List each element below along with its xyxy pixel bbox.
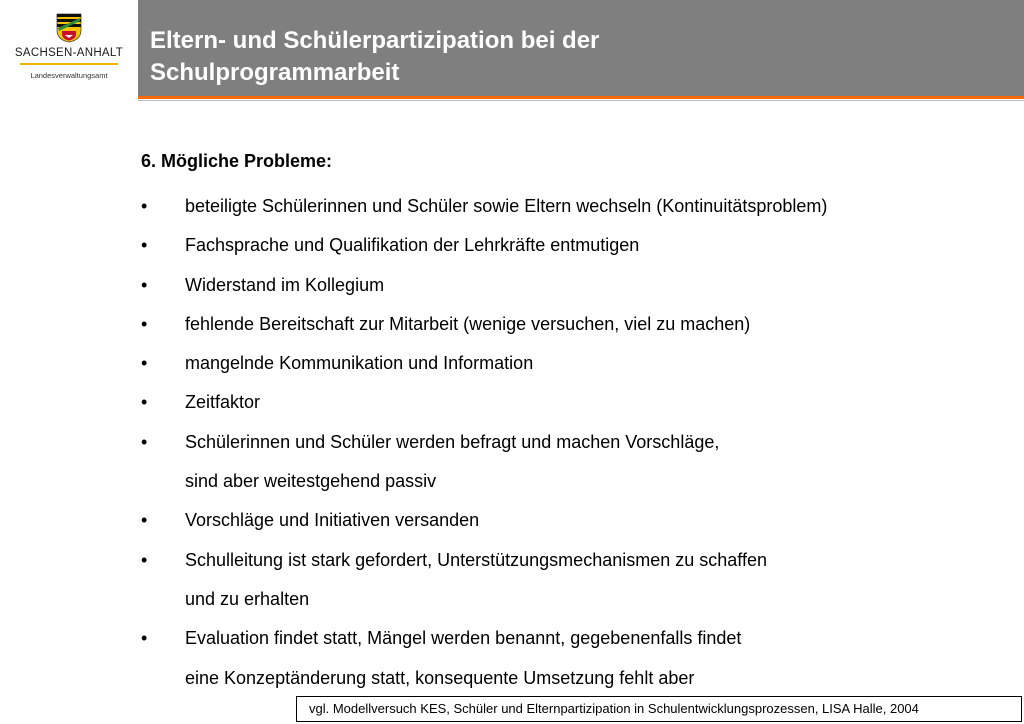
bullet-marker: • — [141, 628, 148, 649]
bullet-item — [141, 619, 1001, 698]
bullet-text-continuation: sind aber weitestgehend passiv — [185, 471, 437, 492]
bullet-item — [141, 501, 1001, 540]
page-title: Eltern- und Schülerpartizipation bei der Schulprogrammarbeit — [150, 27, 600, 86]
bullet-text: Schülerinnen und Schüler werden befragt und machen Vorschläge, — [185, 431, 720, 452]
title-bar — [138, 0, 1024, 96]
bullet-text-continuation: und zu erhalten — [185, 588, 310, 609]
bullet-item — [141, 383, 1001, 422]
bullet-text: mangelnde Kommunikation und Information — [185, 353, 534, 374]
bullet-marker: • — [141, 431, 148, 452]
logo-divider — [20, 63, 118, 65]
bullet-text: Schulleitung ist stark gefordert, Unterstützungsmechanismen zu schaffen — [185, 549, 767, 570]
bullet-item — [141, 226, 1001, 265]
bullet-text: Zeitfaktor — [185, 392, 261, 413]
bullet-marker: • — [141, 510, 148, 531]
bullet-text: fehlende Bereitschaft zur Mitarbeit (wenige versuchen, viel zu machen) — [185, 313, 751, 334]
bullet-text: Vorschläge und Initiativen versanden — [185, 510, 480, 531]
bullet-item — [141, 266, 1001, 305]
bullet-marker: • — [141, 549, 148, 570]
bullet-text: Evaluation findet statt, Mängel werden benannt, gegebenenfalls findet — [185, 628, 742, 649]
bullet-item — [141, 423, 1001, 502]
bullet-text: beteiligte Schülerinnen und Schüler sowie Eltern wechseln (Kontinuitätsproblem) — [185, 196, 828, 216]
grey-divider — [138, 100, 1024, 101]
logo-name: SACHSEN-ANHALT — [14, 47, 124, 59]
accent-divider — [138, 96, 1024, 99]
bullet-item — [141, 541, 1001, 620]
citation: vgl. Modellversuch KES, Schüler und Elternpartizipation in Schulentwicklungsprozessen, LISA Halle, 2004 — [296, 696, 1022, 722]
bullet-item — [141, 305, 1001, 344]
bullet-marker: • — [141, 353, 148, 374]
bullet-marker: • — [141, 392, 148, 413]
bullet-text: Widerstand im Kollegium — [185, 274, 385, 295]
bullet-marker: • — [141, 313, 148, 334]
bullet-text-continuation: eine Konzeptänderung statt, konsequente Umsetzung fehlt aber — [185, 667, 695, 688]
bullet-marker: • — [141, 274, 148, 295]
bullet-text: Fachsprache und Qualifikation der Lehrkräfte entmutigen — [185, 235, 640, 256]
bullet-list — [141, 187, 1001, 698]
content — [141, 148, 1001, 698]
logo — [0, 0, 138, 100]
bullet-item — [141, 187, 1001, 226]
coat-of-arms-icon — [56, 13, 82, 43]
bullet-marker: • — [141, 196, 148, 216]
bullet-item — [141, 344, 1001, 383]
bullet-marker: • — [141, 235, 148, 256]
logo-subtitle: Landesverwaltungsamt — [30, 71, 108, 80]
section-heading: 6. Mögliche Probleme: — [141, 151, 333, 171]
